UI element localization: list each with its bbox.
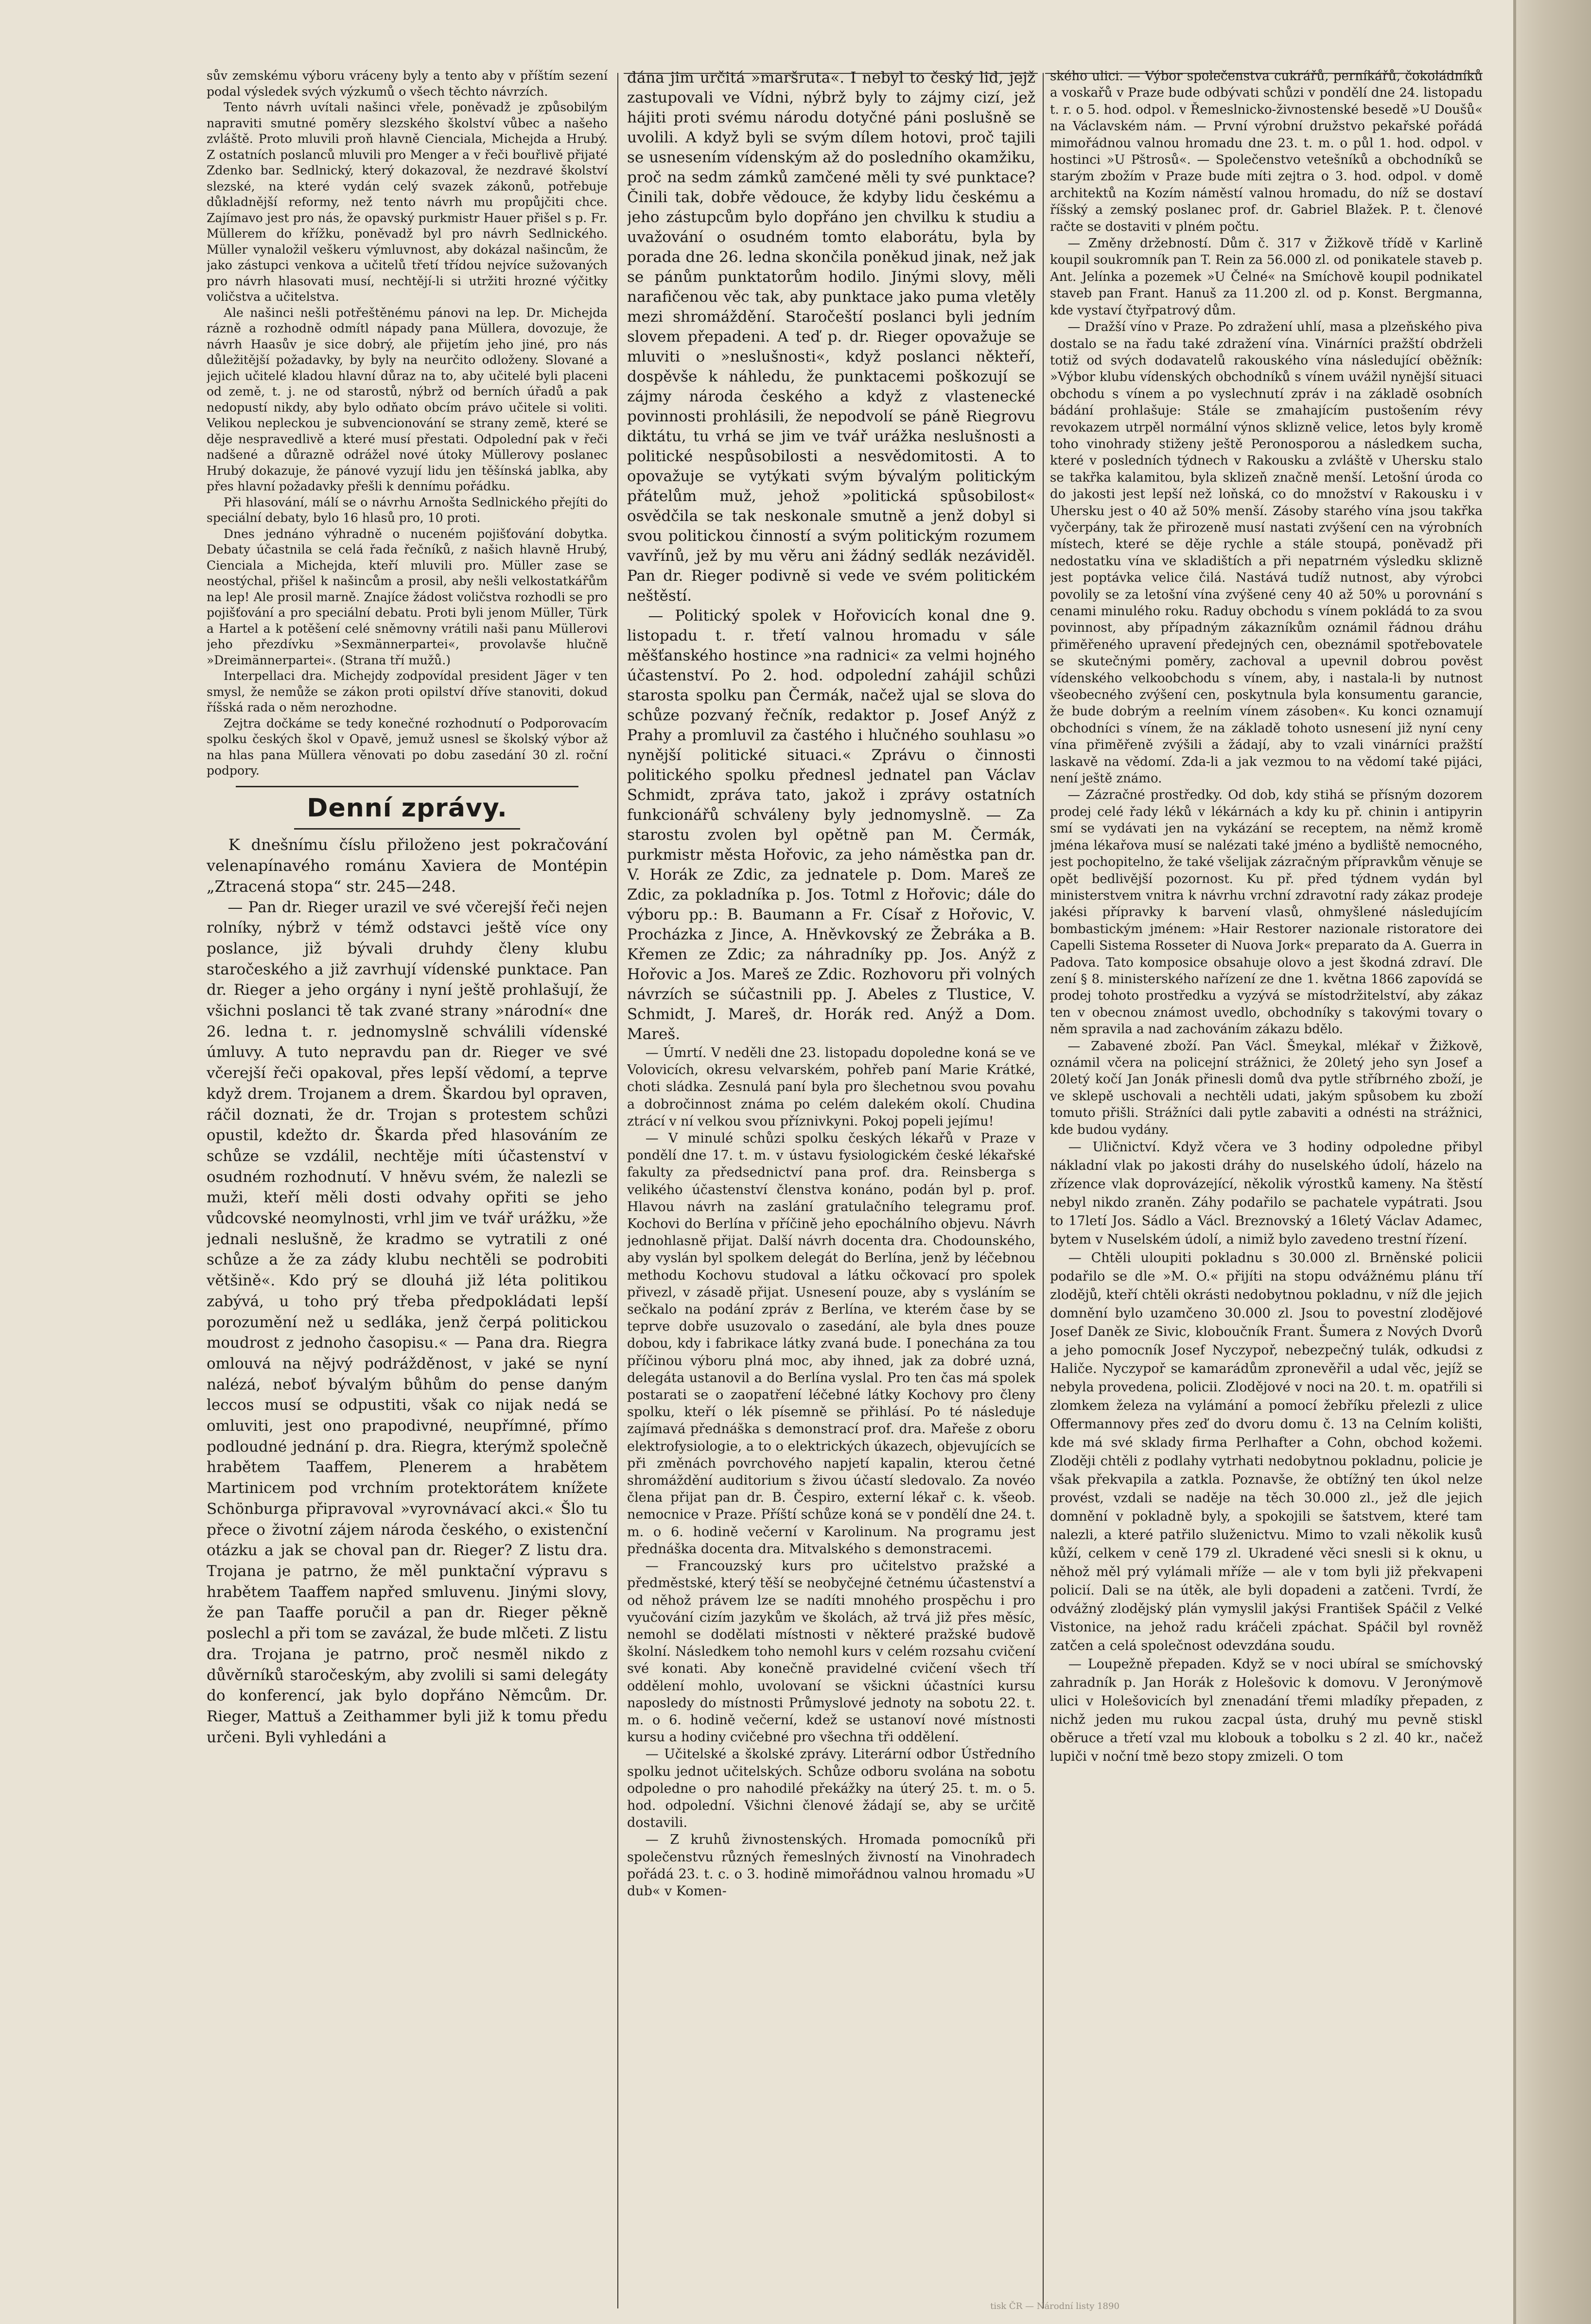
faded-footer-mark: tisk ČR — Národní listy 1890 bbox=[990, 2301, 1119, 2311]
article-paragraph: Tento návrh uvítali našinci vřele, poněvadž je způsobilým napraviti smutné poměry slezského školství vůbec a našeho zvláště. Proto mluvili proň hlavně Cienciala, Michejda a Hrubý. Z ostatních poslanců mluvili pro Menger a v řeči bouřlivě přijaté Zdenko bar. Sedlnický, který dokazoval, že nezdravé školství slezské, na které vydán celý svazek zákonů, potřebuje důkladnější reformy, než tento návrh mu propůjčiti chce. Zajímavo jest pro nás, že opavský purkmistr Hauer přišel s p. Fr. Müllerem do křížku, poněvadž byl pro návrh Sedlnického. Müller vynaložil veškeru výmluvnost, aby dokázal našincům, že jako zástupci venkova a učitelů třetí třídou nejvíce sužovaných pro návrh hlasovati musí, nechtějí-li si utržiti hrozné výčitky voličstva a učitelstva. bbox=[207, 100, 608, 304]
article-paragraph: sův zemskému výboru vráceny byly a tento aby v příštím sezení podal výsledek svých výzkumů o všech těchto návrzích. bbox=[207, 69, 608, 99]
news-item: — Učitelské a školské zprávy. Literární odbor Ústředního spolku jednot učitelských. Schůze odboru svolána na sobotu odpoledne o pro nahodilé překážky na úterý 25. t. m. o 5. hod. odpolední. Všichni členové žádají se, aby se určitě dostavili. bbox=[627, 1747, 1035, 1831]
article-paragraph: Dnes jednáno výhradně o nuceném pojišťování dobytka. Debaty účastnila se celá řada řečníků, z našich hlavně Hrubý, Cienciala a Michejda, kteří mluvili pro. Müller zase se neostýchal, přišel k našincům a prosil, aby nešli velkostatkářům na lep! Ale prosil marně. Znajíce žádost voličstva rozhodli se pro pojišťování a pro speciální debatu. Proti byli jenom Müller, Türk a Hartel a k potěšení celé sněmovny vrátili naši panu Müllerovi jeho přezdívku »Sexmännerpartei«, provolavše hlučně »Dreimännerpartei«. (Strana tří mužů.) bbox=[207, 526, 608, 667]
news-item: ského ulici. — Výbor společenstva cukrářů, perníkářů, čokoládníků a voskařů v Praze bude odbývati schůzi v pondělí dne 24. listopadu t. r. o 5. hod. odpol. v Řemeslnicko-živnostenské besedě »U Doušů« na Václavském nám. — První výrobní družstvo pekařské pořádá mimořádnou valnou hromadu dne 23. t. m. o půl 1. hod. odpol. v hostinci »U Pštrosů«. — Společenstvo vetešníků a obchodníků se starým zbožím v Praze bude míti zejtra o 3. hod. odpol. v domě architektů na Kozím náměstí valnou hromadu, do níž se dostaví říšský a zemský poslanec prof. dr. Gabriel Blažek. P. t. členové račte se dostaviti v plném počtu. bbox=[1050, 69, 1483, 234]
article-paragraph: Při hlasování, málí se o návrhu Arnošta Sedlnického přejíti do speciální debaty, bylo 16 hlasů pro, 10 proti. bbox=[207, 495, 608, 525]
news-item: — Chtěli uloupiti pokladnu s 30.000 zl. Brněnské policii podařilo se dle »M. O.« přijíti na stopu odvážnému plánu tří zlodějů, kteří chtěli okrásti nedobytnou pokladnu, v níž dle jejich domnění bylo uzamčeno 30.000 zl. Jsou to povestní zlodějové Josef Daněk ze Sivic, kloboučník Frant. Šumera z Nových Dvorů a jeho pomocník Josef Nyczypoř, nebezpečný tulák, odkudsi z Haliče. Nyczypoř se kamarádům zpronevěřil a udal věc, jejíž se nebyla provedena, policii. Zlodějové v noci na 20. t. m. opatřili si zlomkem železa na vylámání a pomocí žebříku přelezli z ulice Offermannovy přes zeď do dvoru domu č. 13 na Celním kolišti, kde má své sklady firma Perlhafter a Cohn, obchod kožemi. Zloději chtěli z podlahy vytrhati nedobytnou pokladnu, policie je však překvapila a zatkla. Poznavše, že obtížný ten úkol nelze provést, vzdali se naděje na těch 30.000 zl., jež dle jejich domnění v pokladně byly, a spokojili se šatstvem, které tam nalezli, a které patřilo služenictvu. Mimo to vzali několik kusů kůží, celkem v ceně 179 zl. Ukradené věci snesli si k oknu, u něhož měl prý vylámali mříže — ale v tom byli již překvapeni policií. Dali se na útěk, ale byli dopadeni a zatčeni. Tvrdí, že odvážný zlodějský plán vymyslil jakýsi František Spáčil z Velké Vistonice, na jehož radu kráčeli zpáchat. Spáčil byl rovněž zatčen a celá společnost odevzdána soudu. bbox=[1050, 1250, 1483, 1653]
column-right bbox=[1050, 68, 1483, 2313]
news-item: — Zabavené zboží. Pan Václ. Šmeykal, mlékař v Žižkově, oznámil včera na policejní strážnici, že 20letý jeho syn Josef a 20letý kočí Jan Jonák přinesli domů dva pytle stříbrného zboží, je ve sklepě uschovali a nechtěli udati, jakým spůsobem ku zboží tomuto přišli. Strážníci dali pytle zabaviti a odnésti na strážnici, kde budou vydány. bbox=[1050, 1039, 1483, 1137]
column-divider bbox=[1043, 73, 1044, 2308]
news-item: — Loupežně přepaden. Když se v noci ubíral se smíchovský zahradník p. Jan Horák z Holešovic k domovu. V Jeronýmově ulici v Holešovicích byl znenadání třemi mladíky přepaden, z nichž jeden mu rukou zacpal ústa, druhý mu pevně stiskl oběruce a třetí vzal mu klobouk a tobolku s 2 zl. 40 kr., načež lupiči v noční tmě bezo stopy zmizeli. O tom bbox=[1050, 1657, 1483, 1764]
heading-underline bbox=[294, 828, 520, 830]
column-divider bbox=[617, 73, 618, 2308]
article-paragraph: Zejtra dočkáme se tedy konečné rozhodnutí o Podporovacím spolku českých škol v Opavě, jemuž usnesl se školský výbor až na hlas pana Müllera věnovati po dobu zasedání 30 zl. roční podpory. bbox=[207, 716, 608, 778]
article-paragraph: — Pan dr. Rieger urazil ve své včerejší řeči nejen rolníky, nýbrž v témž odstavci ještě více ony poslance, již bývali druhdy členy klubu staročeského a již zavrhují vídenské punktace. Pan dr. Rieger a jeho orgány i nyní ještě prohlašují, že všichni poslanci tě tak zvané strany »národní« dne 26. ledna t. r. jednomyslně schválili vídenské úmluvy. A tuto nepravdu pan dr. Rieger ve své včerejší řeči opakoval, přes lepší vědomí, a teprve když drem. Trojanem a drem. Škardou byl opraven, ráčil doznati, že dr. Trojan s protestem schůzi opustil, kdežto dr. Škarda před hlasováním ze schůze se vzdálil, nechtěje míti účastenství v osudném rozhodnutí. V hněvu svém, že nalezli se muži, kteří měli dosti odvahy opřiti se jeho vůdcovské neomylnosti, vrhl jim ve tvář urážku, »že jednali neslušně, že kradmo se vytratili z oné schůze a že za zády klubu nechtěli se podrobiti většině«. Kdo prý se dlouhá již léta politikou zabývá, u toho prý třeba předpokládati lepší porozumění než u sedláka, jenž čerpá politickou moudrost z jednoho časopisu.« — Pana dra. Riegra omlouvá na nějvý podrážděnost, v jaké se nyní nalézá, neboť bývalým bůhům do pense daným leccos musí se odpustiti, však co nijak nedá se omluviti, jest ono prapodivné, neupřímné, přímo podloudné jednání p. dra. Riegra, kterýmž společně hrabětem Taaffem, Plenerem a hrabětem Martinicem pod vrchním protektorátem knížete Schönburga připravoval »vyrovnávací akci.« Šlo tu přece o životní zájem národa českého, o existenční otázku a jak se choval pan dr. Rieger? Z listu dra. Trojana je patrno, že měl punktační výpravu s hrabětem Taaffem napřed smluvenu. Jinými slovy, že pan Taaffe poručil a pan dr. Rieger pěkně poslechl a při tom se zavázal, že bude mlčeti. Z listu dra. Trojana je patrno, proč nesměl nikdo z důvěrníků staročeským, aby zvolili si sami delegáty do konferencí, jak bylo dopřáno Němcům. Dr. Rieger, Mattuš a Zeithammer byli již k tomu předu určeni. Byli vyhledáni a bbox=[207, 898, 608, 1746]
page-edge-margin bbox=[1513, 0, 1591, 2324]
news-item: — V minulé schůzi spolku českých lékařů v Praze v pondělí dne 17. t. m. v ústavu fysiologickém české lékařské fakulty za předsednictví pana prof. dra. Reinsberga s velikého účastenství členstva konáno, podán byl p. prof. Hlavou návrh na zaslání gratulačního telegramu prof. Kochovi do Berlína v příčině jeho epochálního objevu. Návrh jednohlasně přijat. Další návrh docenta dra. Chodounského, aby vyslán byl spolkem delegát do Berlína, jenž by léčebnou methodu Kochovu studoval a látku očkovací pro spolek přivezl, v zásadě přijat. Usnesení pouze, aby s vysláním se sečkalo na podání zpráv z Berlína, ve kterém čase by se teprve dobře usuzovalo o zasedání, ale byla dnes pouze dobou, kdy i fabrikace látky zvaná bude. I ponechána za tou příčinou výboru plná moc, aby ihned, jak za dobré uzná, delegáta ustanovil a do Berlína vyslal. Pro ten čas má spolek postarati se o zaopatření léčebné látky Kochovy pro členy spolku, kteří o lék písemně se přihlásí. Po té následuje zajímavá přednáška s demonstrací prof. dra. Mařeše z oboru elektrofysiologie, a to o elektrických úkazech, objevujících se při změnách povrchového napjetí kapalin, kterou četné shromáždění auditorium s živou účastí sledovalo. Za novéo člena přijat pan dr. B. Čespiro, externí lékař c. k. všeob. nemocnice v Praze. Příští schůze koná se v pondělí dne 24. t. m. o 6. hodině večerní v Karolinum. Na programu jest přednáška docenta dra. Mitvalského s demonstracemi. bbox=[627, 1131, 1035, 1557]
section-heading: Denní zprávy. bbox=[307, 793, 507, 823]
article-paragraph: dána jim určitá »maršruta«. I nebyl to český lid, jejž zastupovali ve Vídni, nýbrž byly to zájmy cizí, jež hájiti proti svému národu dotyčné páni poslušně se uvolili. A když byli se svým dílem hotovi, proč tajili se usnesením vídenským až do posledního okamžiku, proč na sedm zámků zamčené měli ty své punktace? Činili tak, dobře vědouce, že kdyby lidu českému a jeho zástupcům bylo dopřáno jen chvilku k studiu a uvažování o osudném tomto elaborátu, byla by porada dne 26. ledna skončila poněkud jinak, než jak se pánům punktatorům hodilo. Jinými slovy, měli narafičenou věc tak, aby punktace jako puma vletěly mezi shromáždění. Staročeští poslanci byli jedním slovem přepadeni. A teď p. dr. Rieger opovažuje se mluviti o »neslušnosti«, když poslanci někteří, dospěvše k náhledu, že punktacemi poškozují se zájmy národa českého a když z vlastenecké povinnosti prohlásili, že nepodvolí se páně Riegrovu diktátu, tu vrhá se jim ve tvář urážka neslušnosti a politické nespůsobilosti a nesvědomitosti. A to opovažuje se vytýkati svým bývalým politickým přátelům muž, jehož »politická spůsobilost« osvědčila se tak neskonale smutně a jenž dobyl si svou politickou činností a svým politickým rozumem vavřínů, jež by mu věru ani žádný sedlák nezáviděl. Pan dr. Rieger podivně si vede ve svém politickém neštěstí. bbox=[627, 69, 1035, 605]
lead-notice: K dnešnímu číslu přiloženo jest pokračování velenapínavého románu Xaviera de Montépin „Ztracená stopa“ str. 245—248. bbox=[207, 835, 608, 896]
news-item: — Uličnictví. Když včera ve 3 hodiny odpoledne přibyl nákladní vlak po jakosti dráhy do nuselského údolí, házelo na zřízence vlak doprovázející, několik výrostků kameny. Na štěstí nebyl nikdo zraněn. Záhy podařilo se pachatele vypátrati. Jsou to 17letí Jos. Sádlo a Václ. Breznovský a 16letý Václav Adamec, bytem v Nuselském údolí, a nimiž bylo zavedeno trestní řízení. bbox=[1050, 1140, 1483, 1247]
news-item: — Politický spolek v Hořovicích konal dne 9. listopadu t. r. třetí valnou hromadu v sále měšťanského hostince »na radnici« za velmi hojného účastenství. Po 2. hod. odpolední zahájil schůzi starosta spolku pan Čermák, načež ujal se slova do schůze pozvaný řečník, redaktor p. Josef Anýž z Prahy a promluvil za častého i hlučného souhlasu »o nynější politické situaci.« Zprávu o činnosti politického spolku přednesl jednatel pan Václav Schmidt, zpráva tato, jakož i zprávy ostatních funkcionářů schváleny byly jednomyslně. — Za starostu zvolen byl opětně pan M. Čermák, purkmistr města Hořovic, za jeho náměstka pan dr. V. Horák ze Zdic, za jednatele p. Dom. Mareš ze Zdic, za pokladníka p. Jos. Totml z Hořovic; dále do výboru pp.: B. Baumann a Fr. Císař z Hořovic, V. Procházka z Jince, A. Hněvkovský ze Žebráka a B. Křemen ze Zdic; za náhradníky pp. Jos. Anýž z Hořovic a Jos. Mareš ze Zdic. Rozhovoru při volných návrzích se súčastnili pp. J. Abeles z Tlustice, V. Schmidt, J. Mareš, dr. Horák red. Anýž a Dom. Mareš. bbox=[627, 607, 1035, 1043]
column-middle bbox=[627, 68, 1035, 2313]
section-divider bbox=[236, 786, 578, 787]
news-item: — Úmrtí. V neděli dne 23. listopadu dopoledne koná se ve Volovicích, okresu velvarském, pohřeb paní Marie Krátké, choti sládka. Zesnulá paní byla pro šlechetnou svou povahu a dobročinnost známa po celém dalekém okolí. Chudina ztrácí v ní velkou svou příznivkyni. Pokoj popeli jejímu! bbox=[627, 1045, 1035, 1129]
article-paragraph: Ale našinci nešli potřeštěnému pánovi na lep. Dr. Michejda rázně a rozhodně odmítl nápady pana Müllera, dovozuje, že návrh Haasův je sice dobrý, ale přijetím jeho jiné, pro nás důležitější požadavky, by byly na neurčito odloženy. Slované a jejich učitelé kladou hlavní důraz na to, aby učitelé byli placeni od země, t. j. ne od starostů, nýbrž od berních úřadů a pak nedopustí nikdy, aby bylo odňato obcím právo učitele si voliti. Velikou nepleckou je subvencionování se strany země, které se děje nespravedlivě a které musí přestati. Odpolední pak v řeči nadšené a důrazně odrážel nové útoky Müllerovy poslanec Hrubý dokazuje, že pánové vyzují lidu jen těšínská jablka, aby přes hlavní požadavky přešli k dennímu pořádku. bbox=[207, 305, 608, 493]
news-item: — Dražší víno v Praze. Po zdražení uhlí, masa a plzeňského piva dostalo se na řadu také zdražení vína. Vinárníci pražští obdrželi totiž od svých dodavatelů rakouského vína následující oběžník: »Výbor klubu vídenských obchodníků s vínem uvážil nynější situaci obchodu s vínem a po vyslechnutí zpráv i na základě osobních bádání prohlašuje: Stále se zmahajícím pustošením révy revokazem utrpěl normální výnos sklizně velice, letos byly kromě toho vinohrady stiženy ještě Peronosporou a následkem sucha, které v posledních týdnech v Rakousku a zvláště v Uhersku stalo se takřka kalamitou, byla sklizeň značně menší. Letošní úroda co do jakosti jest lepší než loňská, co do množství v Rakousku i v Uhersku jest o 40 až 50% menší. Zásoby starého vína jsou takřka vyčerpány, tak že přirozeně musí nastati zvýšení cen na výrobních místech, které se děje rychle a stále stoupá, poněvadž při nedostatku vína ve skladištích a při nepatrném výsledku sklizně jest poptávka velice čilá. Nastává tudíž nutnost, aby výrobci povolily se za letošní vína zvýšené ceny 40 až 50% u porovnání s cenami minulého roku. Raduy obchodu s vínem pokládá to za svou povinnost, aby případným zákazníkům oznámil řádnou dráhu přiměřeného upravení předejných cen, obeznámil spotřebovatele se skutečnými poměry, zachoval a upevnil dobrou pověst vídenského velkoobchodu s vínem, aby, i nastala-li by nutnost všeobecného zvýšení cen, poskytnula byla konsumentu garancie, že bude dobrým a reelním vínem zásoben«. Ku konci oznamují obchodníci s vínem, že na základě tohoto usnesení již nyní ceny vína přiměřeně zvýšili a žádají, aby to vzali vinárníci pražští laskavě na vědomí. Zda-li a jak vezmou to na vědomí také pijáci, není ještě známo. bbox=[1050, 320, 1483, 786]
column-left bbox=[207, 68, 608, 2313]
news-item: — Francouzský kurs pro učitelstvo pražské a předměstské, který těší se neobyčejné četnému účastenství a od něhož právem lze se nadíti mnohého prospěchu i pro vyučování cizím jazykům ve školách, až trvá již přes měsíc, nemohl se dodělati místnosti v některé pražské budově školní. Následkem toho nemohl kurs v celém rozsahu cvičení své konati. Aby konečně pravidelné cvičení všech tří oddělení mohlo, uvolovaní se všickni účastníci kursu naposledy do místnosti Průmyslové jednoty na sobotu 22. t. m. o 6. hodině večerní, kdež se ustanoví nové místnosti kursu a hodiny cvičebné pro všechna tři oddělení. bbox=[627, 1559, 1035, 1745]
news-item: — Z kruhů živnostenských. Hromada pomocníků při společenstvu různých řemeslných živností na Vinohradech pořádá 23. t. c. o 3. hodině mimořádnou valnou hromadu »U dub« v Komen- bbox=[627, 1832, 1035, 1899]
news-item: — Změny držebností. Dům č. 317 v Žižkově třídě v Karlině koupil soukromník pan T. Rein za 56.000 zl. od ponikatele staveb p. Ant. Jelínka a pozemek »U Čelné« na Smíchově koupil podnikatel staveb pan Frant. Hanuš za 11.200 zl. od p. Konst. Bergmanna, kde vystaví čtyřpatrový dům. bbox=[1050, 236, 1483, 318]
article-paragraph: Interpellaci dra. Michejdy zodpovídal president Jäger v ten smysl, že nemůže se zákon proti opilství dříve stanoviti, dokud říšská rada o něm nerozhodne. bbox=[207, 669, 608, 714]
news-item: — Zázračné prostředky. Od dob, kdy stihá se přísným dozorem prodej celé řady léků v lékárnách a kdy ku př. chinin i antipyrin smí se vydávati jen na vykázání se receptem, na němž kromě jména lékařova musí se nalézati také jméno a bydliště nemocného, jest pochopitelno, že také všelijak zázračným přípravkům věnuje se opět bedlivější pozornost. Ku př. před týdnem vydán byl ministerstvem vnitra k návrhu vrchní zdravotní rady zákaz prodeje jakési přípravky k barvení vlasů, ohmyšlené následujícím bombastickým jménem: »Hair Restorer nazionale ristoratore dei Capelli Sistema Rosseter di Nuova Jork« preparato da A. Guerra in Padova. Tato komposice obsahuje olovo a jest škodná zdraví. Dle zení § 8. ministerského nařízení ze dne 1. května 1866 zapovídá se prodej tohoto prostředku a vyzývá se místodržitelství, aby zákaz ten v obecnou známost uvedlo, obchodníky s takovými tovary o něm spravila a nad zachováním zákazu bdělo. bbox=[1050, 788, 1483, 1037]
